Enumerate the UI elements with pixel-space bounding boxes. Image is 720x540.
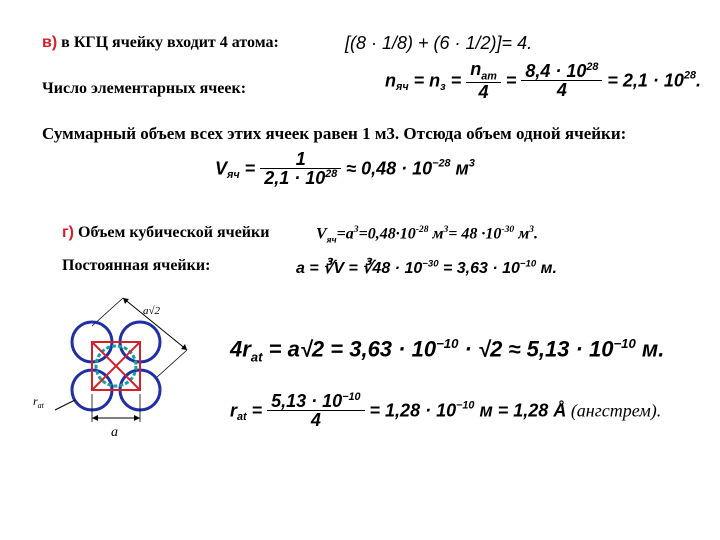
r-label: $r_{at}$ — [33, 394, 44, 410]
line1-statement — [42, 34, 279, 52]
atomic-radius-result: $r_{at}$ = $\frac{5,13 \cdot 10^{-10}}{4}$ = $1,28 \cdot 10^{-10}$ м = 1,28 Å (ангстрем). — [230, 391, 662, 430]
cell-count-formula: $n_{яч} = n_з$ = $\frac{n_{ат}}{4}$ = $\frac{8,4 \cdot 10^{28}}{4}$ = $2,1 \cdot 10^{28}$. — [385, 59, 701, 103]
a-label: a — [111, 425, 118, 440]
item-marker-g: г) — [62, 224, 74, 241]
fraction-value-4: $\frac{8,4 \cdot 10^{28}}{4}$ — [521, 62, 602, 99]
fraction-one-over: $\frac{1}{2,1 \cdot 10^{28}}$ — [260, 150, 341, 187]
atomic-radius-relation: $4r_{at} = a√2 = 3,63 \cdot 10^{-10} \cdot √2 \approx 5,13 \cdot 10^{-10}$ м. — [230, 336, 665, 365]
line5-label: Постоянная ячейки: — [62, 257, 211, 274]
diag-label: a√2 — [143, 305, 161, 317]
atoms-count-formula: [(8 · 1/8) + (6 · 1/2)]= 4. — [345, 33, 533, 53]
line2-label: Число элементарных ячеек: — [42, 80, 247, 97]
item-marker-v: в) — [42, 34, 58, 51]
line1-formula — [345, 33, 532, 54]
line1-text: в КГЦ ячейку входит 4 атома: — [57, 34, 279, 51]
cubic-volume-formula: $V_{яч}=a^3=0,48\cdot 10^{-28}$ $м^3= 48 \cdot 10^{-30}$ $м^3$. — [316, 224, 538, 246]
line3-text: Суммарный объем всех этих ячеек равен 1 м3. Отсюда объем одной ячейки: — [42, 124, 627, 143]
fraction-radius: $\frac{5,13 \cdot 10^{-10}}{4}$ — [267, 392, 364, 429]
fcc-face-diagram — [25, 290, 215, 440]
line4-statement — [62, 224, 269, 242]
lattice-constant-formula: a = ∛V = ∛48 · $10^{-30} = 3,63 \cdot 10^{-10}$ м. — [296, 258, 557, 277]
line4-text: Объем кубической ячейки — [74, 224, 270, 241]
cell-volume-formula: $V_{яч}$ = $\frac{1}{2,1 \cdot 10^{28}}$ ≈ $0,48 \cdot 10^{-28}$ $м^3$ — [215, 149, 475, 188]
fraction-nat-4: $\frac{n_{ат}}{4}$ — [466, 60, 501, 101]
angstrom-unit: Å — [553, 400, 567, 421]
